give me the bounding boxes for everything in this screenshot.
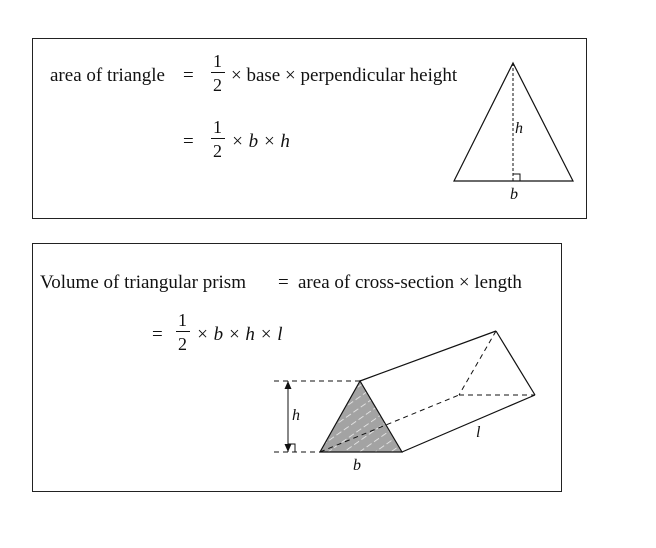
fraction-denominator: 2 [213,75,222,95]
triangle-area-label: area of triangle [50,65,165,86]
prism-volume-formula-symbols: × b × h × l [196,324,283,345]
triangle-base-label: b [510,186,518,203]
triangle-area-formula-symbols: × b × h [231,131,290,152]
fraction-denominator: 2 [178,334,187,354]
fraction-one-half-3 [175,311,190,353]
prism-volume-label: Volume of triangular prism [40,272,246,293]
prism-height-label: h [292,407,300,424]
equals-sign-2: = [183,131,194,152]
triangle-height-label: h [515,120,523,137]
equals-sign-4: = [152,324,163,345]
prism-length-label: l [476,424,481,441]
fraction-denominator: 2 [213,141,222,161]
triangle-area-formula-words: × base × perpendicular height [231,65,458,86]
equals-sign-3: = [278,272,289,293]
fraction-numerator: 1 [178,310,187,330]
prism-base-label: b [353,457,361,474]
equals-sign-1: = [183,65,194,86]
fraction-numerator: 1 [213,117,222,137]
prism-volume-formula-words: area of cross-section × length [298,272,522,293]
fraction-numerator: 1 [213,51,222,71]
right-angle-marker [513,174,520,181]
